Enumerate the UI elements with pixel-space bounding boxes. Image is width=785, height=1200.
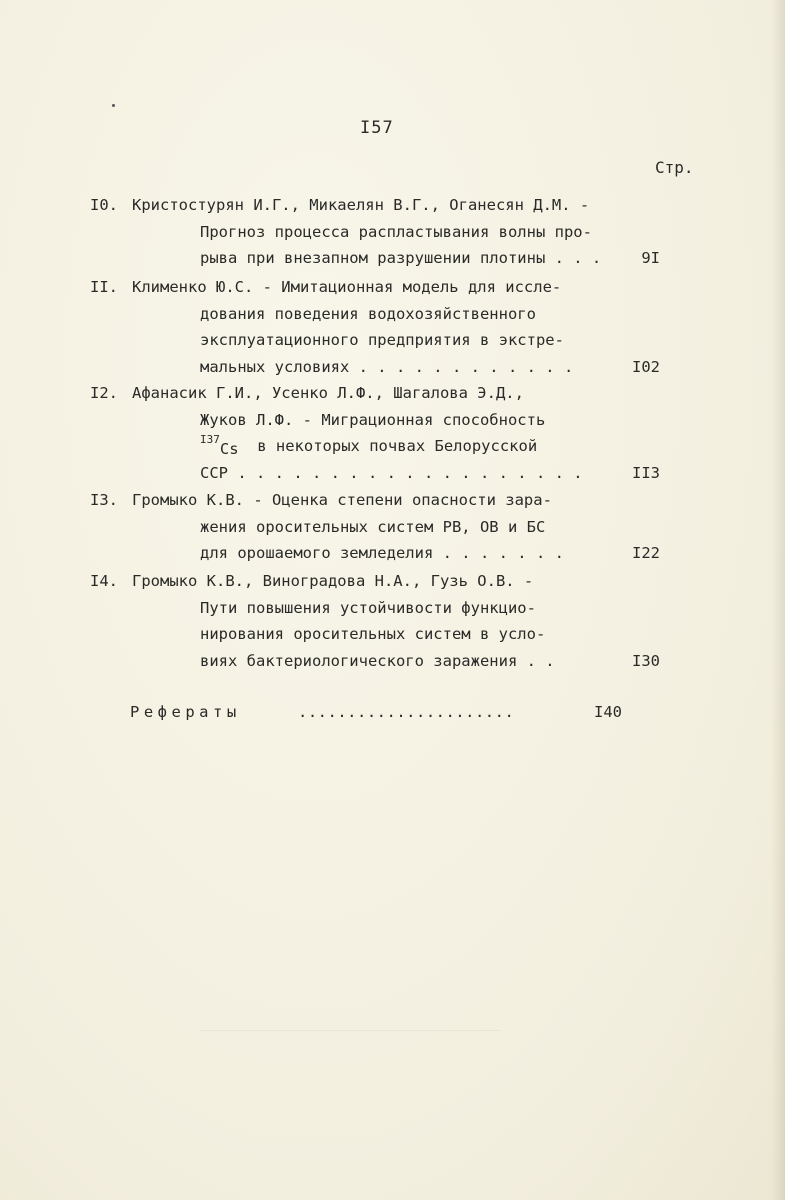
page-edge-shadow: [771, 0, 785, 1200]
toc-entry-10: [90, 192, 660, 272]
entry-page: II3: [632, 463, 660, 482]
entry-title-line: нирования оросительных систем в усло-: [200, 625, 546, 643]
toc-summary: [130, 703, 622, 721]
toc-entry-13: [90, 487, 660, 567]
summary-leader-dots: ......................: [298, 703, 515, 721]
entry-authors: Афанасик Г.И., Усенко Л.Ф., Шагалова Э.Д.,: [132, 384, 524, 402]
page-number: I57: [360, 118, 394, 138]
entry-page: 9I: [641, 249, 660, 267]
entry-page: I22: [632, 544, 660, 562]
entry-title-line: мальных условиях . . . . . . . . . . . .: [200, 357, 574, 376]
entry-number: I0.: [90, 196, 118, 214]
entry-title-line: для орошаемого земледелия . . . . . . .: [200, 544, 564, 562]
entry-title-line: Прогноз процесса распластывания волны про-: [200, 222, 592, 241]
entry-title-line: эксплуатационного предприятия в экстре-: [200, 331, 564, 349]
entry-number: I2.: [90, 384, 118, 402]
entry-page: I02: [632, 357, 660, 376]
entry-title-line: Жуков Л.Ф. - Миграционная способность: [200, 410, 546, 429]
summary-page: I40: [594, 703, 622, 721]
entry-number: II.: [90, 278, 118, 296]
entry-title-line: рыва при внезапном разрушении плотины . . .: [200, 249, 602, 267]
entry-authors: Громыко К.В. - Оценка степени опасности зара-: [132, 491, 552, 509]
entry-authors: Клименко Ю.С. - Имитационная модель для иссле-: [132, 278, 562, 296]
paper-blemish: [200, 1030, 500, 1031]
toc-entry-11: [90, 274, 660, 380]
entry-number: I4.: [90, 572, 118, 590]
entry-title-line: жения оросительных систем РВ, ОВ и БС: [200, 517, 546, 536]
entry-title-line: виях бактериологического заражения . .: [200, 651, 555, 670]
entry-title-line: дования поведения водохозяйственного: [200, 304, 536, 323]
entry-authors: Громыко К.В., Виноградова Н.А., Гузь О.В. -: [132, 572, 534, 590]
entry-number: I3.: [90, 491, 118, 509]
ink-speck: [112, 104, 115, 107]
isotope-mass: I37: [200, 433, 220, 446]
isotope-rest: в некоторых почвах Белорусской: [257, 437, 538, 455]
isotope-symbol: Cs: [219, 440, 239, 458]
toc-entry-12: [90, 380, 660, 486]
toc-entry-14: [90, 568, 660, 674]
entry-title-line: ССР . . . . . . . . . . . . . . . . . . .: [200, 463, 583, 482]
entry-title-line: Пути повышения устойчивости функцио-: [200, 598, 536, 617]
entry-title-line: [200, 433, 537, 462]
summary-label: Рефераты: [130, 703, 241, 721]
entry-authors: Кристостурян И.Г., Микаелян В.Г., Оганесян Д.М. -: [132, 196, 590, 214]
entry-page: I30: [632, 651, 660, 670]
pages-column-header: Стр.: [655, 158, 694, 177]
